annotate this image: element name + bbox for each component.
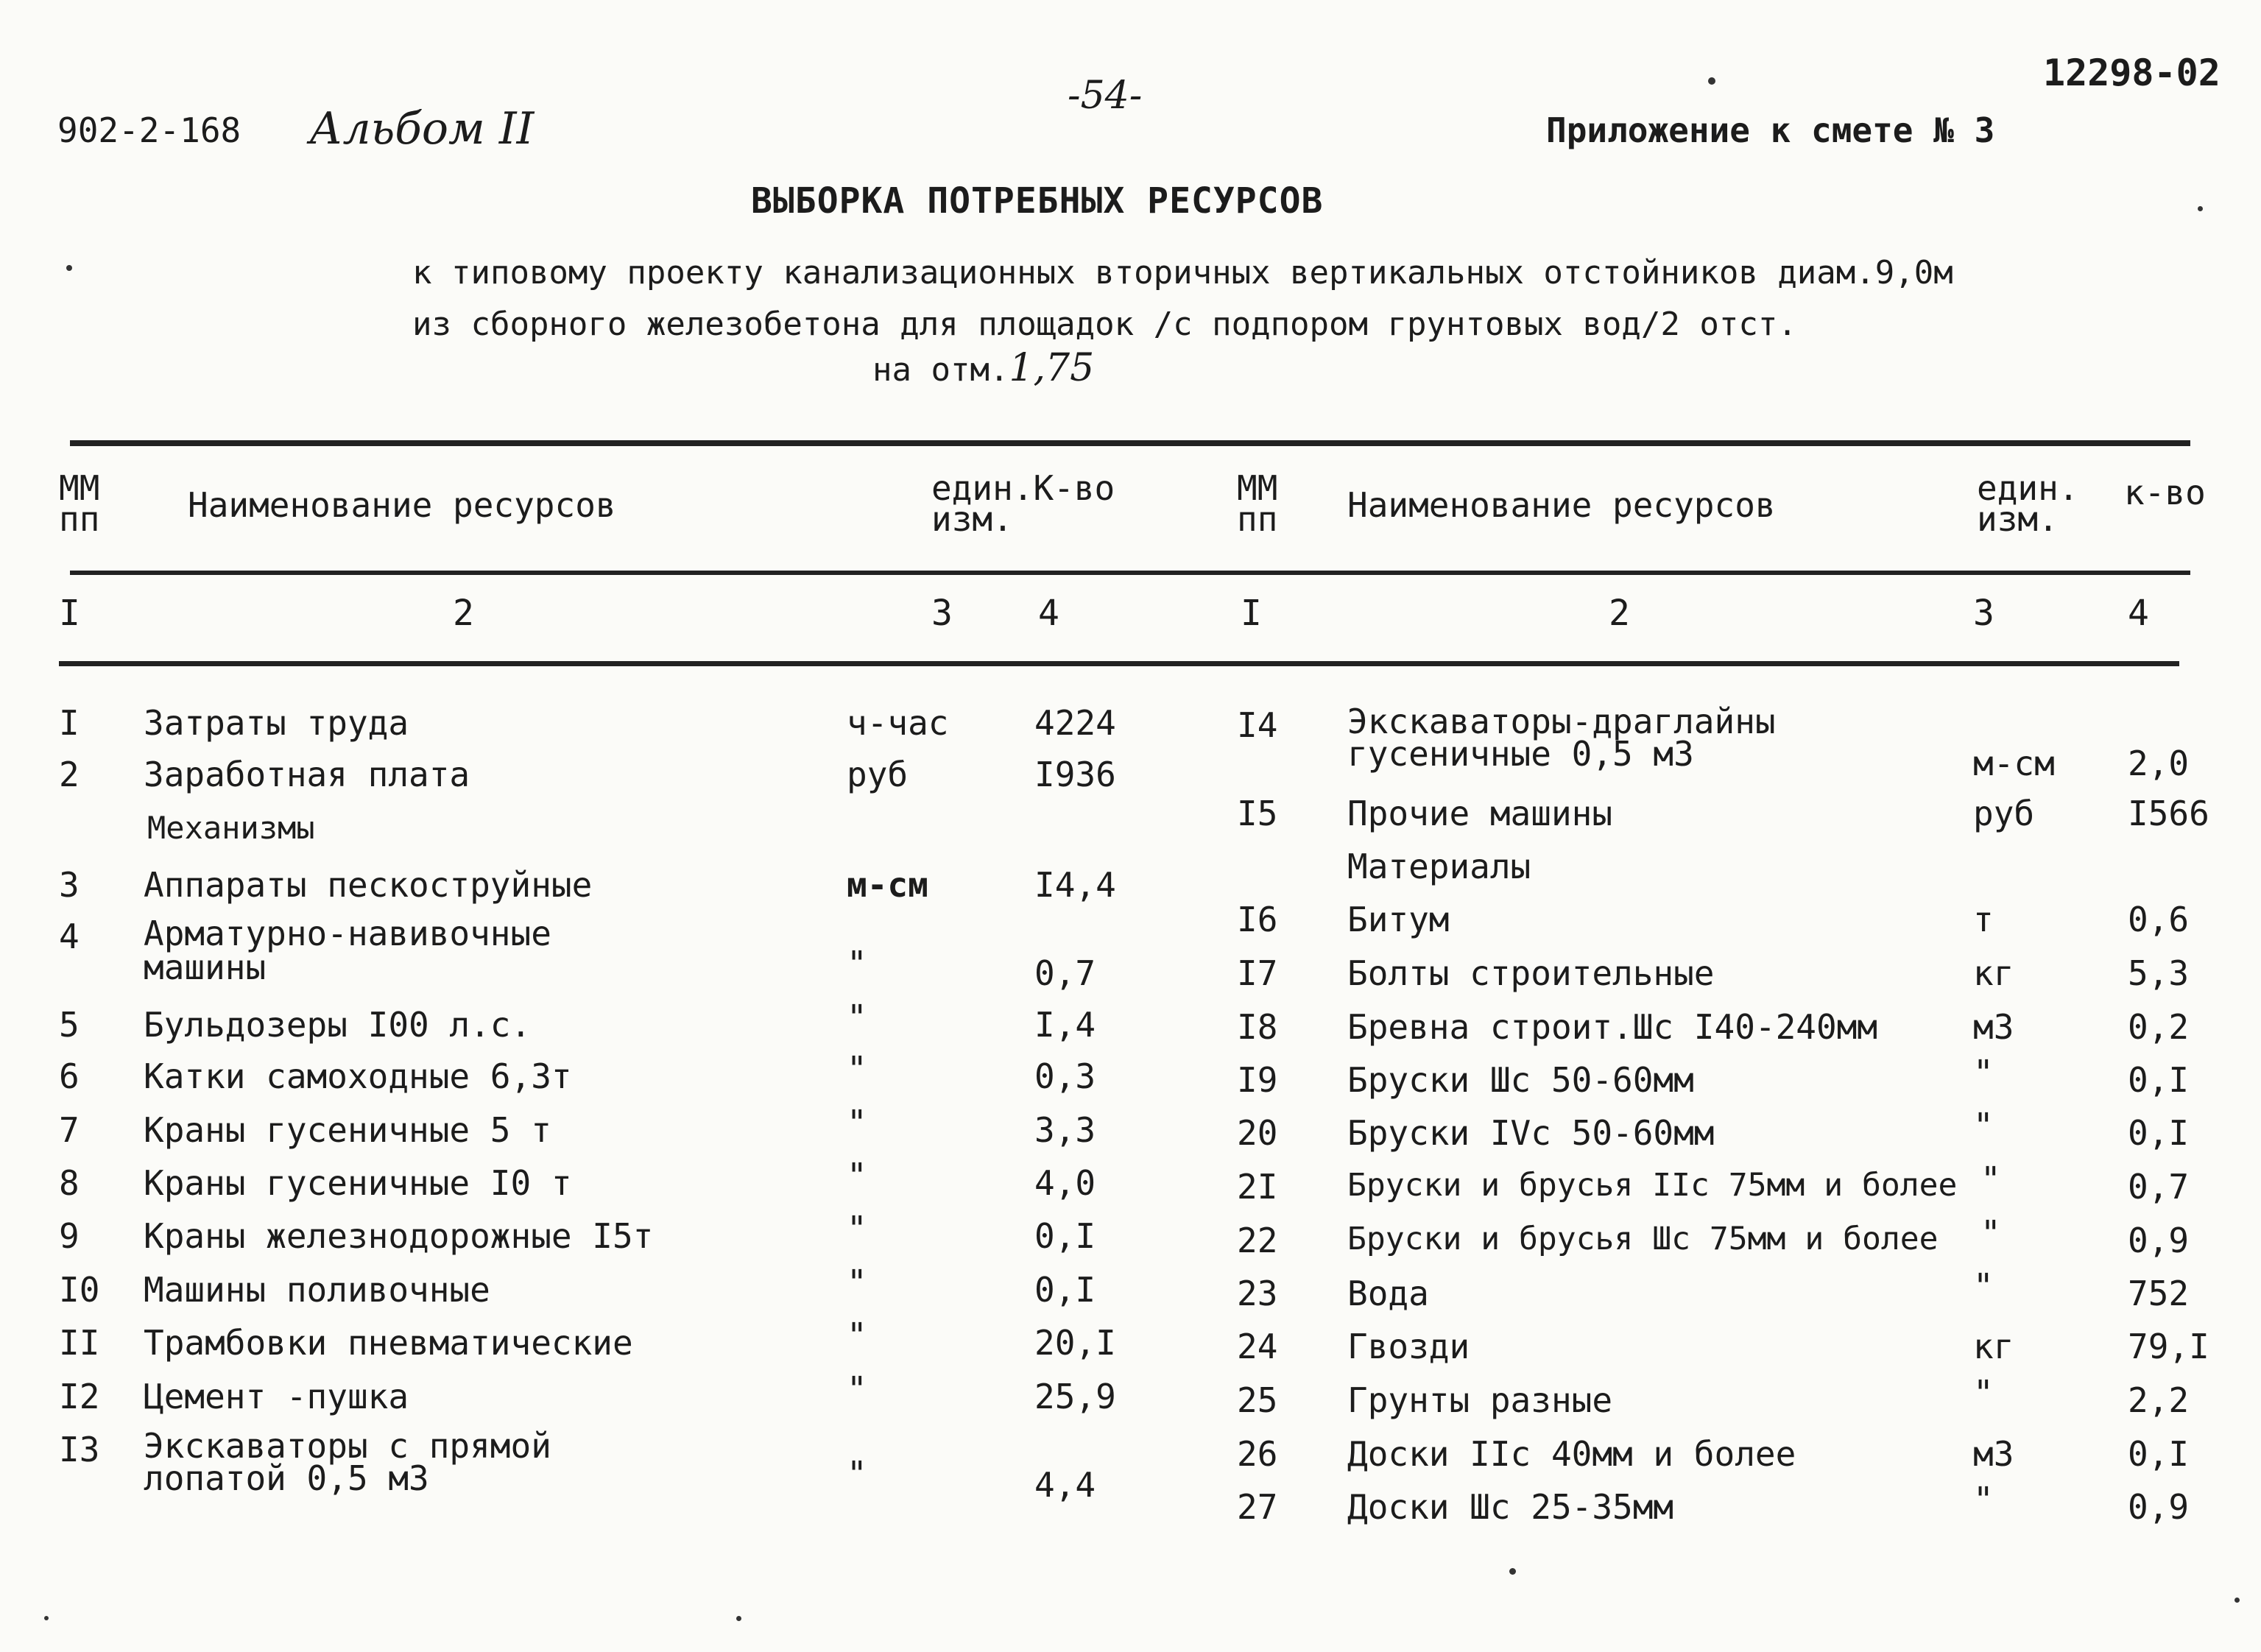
row-num: II [59,1323,100,1363]
row-num: 6 [59,1056,80,1096]
elevation-label: на отм. [872,351,1009,389]
row-num: 5 [59,1005,80,1045]
row-qty: 20,I [1034,1323,1116,1363]
row-num: 3 [59,865,80,905]
row-unit: ч-час [847,703,949,743]
row-name: Доски IIс 40мм и более [1347,1434,1796,1474]
row-qty: 0,2 [2128,1007,2190,1047]
colnum-4-right: 4 [2128,593,2149,634]
row-name: Экскаваторы-драглайны гусеничные 0,5 м3 [1347,702,1776,774]
row-qty: I566 [2128,794,2209,833]
row-num: 4 [59,917,80,956]
row-qty: 5,3 [2128,953,2190,993]
row-num: I [59,703,80,743]
row-qty: 0,3 [1034,1056,1096,1096]
subtitle-line-2: из сборного железобетона для площадок /с подпором грунтовых вод/2 отст. [412,306,1797,343]
album-handwritten-note: Альбом II [309,103,535,155]
header-unit-right: един. изм. [1977,468,2079,539]
row-qty: 79,I [2128,1327,2209,1366]
row-num: 24 [1237,1327,1278,1366]
colnum-1: I [59,593,80,634]
header-num: ММ пп [59,468,100,539]
row-unit: м3 [1973,1007,2014,1047]
row-unit: " [847,998,867,1037]
colnum-2-right: 2 [1609,593,1630,634]
elevation-value: 1,75 [1009,346,1095,390]
row-num: I8 [1237,1007,1278,1047]
table-numbers-rule [59,661,2179,666]
row-name: Болты строительные [1347,953,1715,993]
row-name: Гвозди [1347,1327,1470,1366]
scan-speck [44,1616,49,1620]
row-unit: м-см [847,865,928,905]
row-qty: 4,4 [1034,1465,1096,1505]
row-num: I0 [59,1270,100,1310]
row-num: 2I [1237,1167,1278,1207]
row-qty: 0,I [1034,1216,1096,1256]
scan-speck [736,1616,741,1621]
row-unit: " [1980,1159,2001,1199]
row-unit: " [847,1209,867,1249]
row-qty: 0,I [2128,1434,2190,1474]
colnum-4: 4 [1038,593,1059,634]
row-num: 23 [1237,1274,1278,1313]
colnum-2: 2 [453,593,474,634]
row-num: I7 [1237,953,1278,993]
colnum-3-right: 3 [1973,593,1994,634]
section-heading-materials: Материалы [1347,847,1531,886]
row-name: Арматурно-навивочные машины [144,914,551,987]
row-name: Грунты разные [1347,1380,1613,1420]
section-heading-mechanisms: Механизмы [147,810,315,846]
row-unit: " [847,1156,867,1196]
row-qty: I,4 [1034,1005,1096,1045]
row-unit: " [1973,1480,1994,1519]
row-name: Бруски Шс 50-60мм [1347,1060,1694,1100]
row-name: Краны гусеничные 5 т [144,1110,551,1150]
row-num: 2 [59,755,80,794]
colnum-1-right: I [1241,593,1262,634]
row-qty: 0,I [1034,1270,1096,1310]
subtitle-line-3 [872,346,1094,390]
page-number: -54- [1068,74,1143,118]
row-num: 9 [59,1216,80,1256]
row-num: I9 [1237,1060,1278,1100]
document-code: 902-2-168 [57,110,241,150]
scan-speck [66,265,72,271]
row-unit: кг [1973,1327,2014,1366]
row-unit: " [847,1103,867,1143]
row-name: Краны железнодорожные I5т [144,1216,654,1256]
row-num: I4 [1237,705,1278,745]
header-unit-qty: един.К-во изм. [931,468,1115,539]
row-unit: м-см [1973,744,2055,783]
row-unit: " [847,1369,867,1409]
row-unit: " [847,1263,867,1302]
row-unit: м3 [1973,1434,2014,1474]
row-unit: руб [1973,794,2035,833]
row-num: I6 [1237,900,1278,939]
row-num: 25 [1237,1380,1278,1420]
row-unit: кг [1973,953,2014,993]
appendix-label: Приложение к смете № 3 [1546,110,1995,150]
row-qty: 0,I [2128,1060,2190,1100]
scan-speck [1509,1568,1516,1575]
row-name: Катки самоходные 6,3т [144,1056,572,1096]
row-unit: " [847,944,867,984]
row-qty: 3,3 [1034,1110,1096,1150]
row-name: Бревна строит.Шс I40-240мм [1347,1007,1878,1047]
row-name: Бруски и брусья IIс 75мм и более [1347,1167,1958,1204]
row-name: Бульдозеры I00 л.с. [144,1005,532,1045]
row-name: Прочие машины [1347,794,1613,833]
row-name: Затраты труда [144,703,409,743]
row-num: 7 [59,1110,80,1150]
row-name: Доски Шс 25-35мм [1347,1487,1674,1527]
row-unit: " [1973,1266,1994,1306]
row-qty: 4,0 [1034,1163,1096,1203]
row-qty: 2,0 [2128,744,2190,783]
row-unit: " [847,1049,867,1089]
row-num: 26 [1237,1434,1278,1474]
subtitle-line-1: к типовому проекту канализационных вторичных вертикальных отстойников диам.9,0м [412,254,1953,292]
row-name: Битум [1347,900,1450,939]
row-name: Бруски и брусья Шс 75мм и более [1347,1221,1939,1257]
row-qty: 0,6 [2128,900,2190,939]
scan-speck [2234,1598,2240,1603]
row-unit: руб [847,755,909,794]
row-unit: " [1973,1053,1994,1092]
row-qty: I936 [1034,755,1116,794]
row-num: 22 [1237,1221,1278,1260]
row-unit: т [1973,900,1994,939]
row-qty: 2,2 [2128,1380,2190,1420]
row-num: 8 [59,1163,80,1203]
scan-speck [2198,206,2203,211]
archive-stamp: 12298-02 [2043,52,2221,94]
row-qty: I4,4 [1034,865,1116,905]
row-unit: " [1973,1106,1994,1146]
row-name: Бруски IVс 50-60мм [1347,1113,1715,1153]
row-num: 27 [1237,1487,1278,1527]
row-num: I2 [59,1377,100,1416]
colnum-3: 3 [931,593,953,634]
table-top-rule [70,440,2190,446]
row-qty: 4224 [1034,703,1116,743]
row-name: Заработная плата [144,755,470,794]
header-name: Наименование ресурсов [188,485,616,525]
row-qty: 0,7 [1034,953,1096,993]
row-unit: " [1980,1213,2001,1253]
row-name: Цемент -пушка [144,1377,409,1416]
row-unit: " [1973,1373,1994,1413]
header-name-right: Наименование ресурсов [1347,485,1776,525]
header-num-right: ММ пп [1237,468,1278,539]
header-qty-right: к-во [2124,473,2206,512]
row-num: I5 [1237,794,1278,833]
row-unit: " [847,1316,867,1355]
row-num: 20 [1237,1113,1278,1153]
row-qty: 0,9 [2128,1221,2190,1260]
row-qty: 0,9 [2128,1487,2190,1527]
row-qty: 0,I [2128,1113,2190,1153]
document-title: ВЫБОРКА ПОТРЕБНЫХ РЕСУРСОВ [751,180,1324,222]
row-unit: " [847,1454,867,1494]
row-name: Трамбовки пневматические [144,1323,633,1363]
row-name: Вода [1347,1274,1429,1313]
table-header-rule [70,571,2190,575]
row-name: Машины поливочные [144,1270,490,1310]
scan-speck [1708,77,1715,85]
row-name: Экскаваторы с прямой лопатой 0,5 м3 [144,1426,551,1498]
row-name: Краны гусеничные I0 т [144,1163,572,1203]
row-qty: 752 [2128,1274,2190,1313]
row-qty: 25,9 [1034,1377,1116,1416]
row-qty: 0,7 [2128,1167,2190,1207]
row-name: Аппараты пескоструйные [144,865,593,905]
row-num: I3 [59,1430,100,1469]
